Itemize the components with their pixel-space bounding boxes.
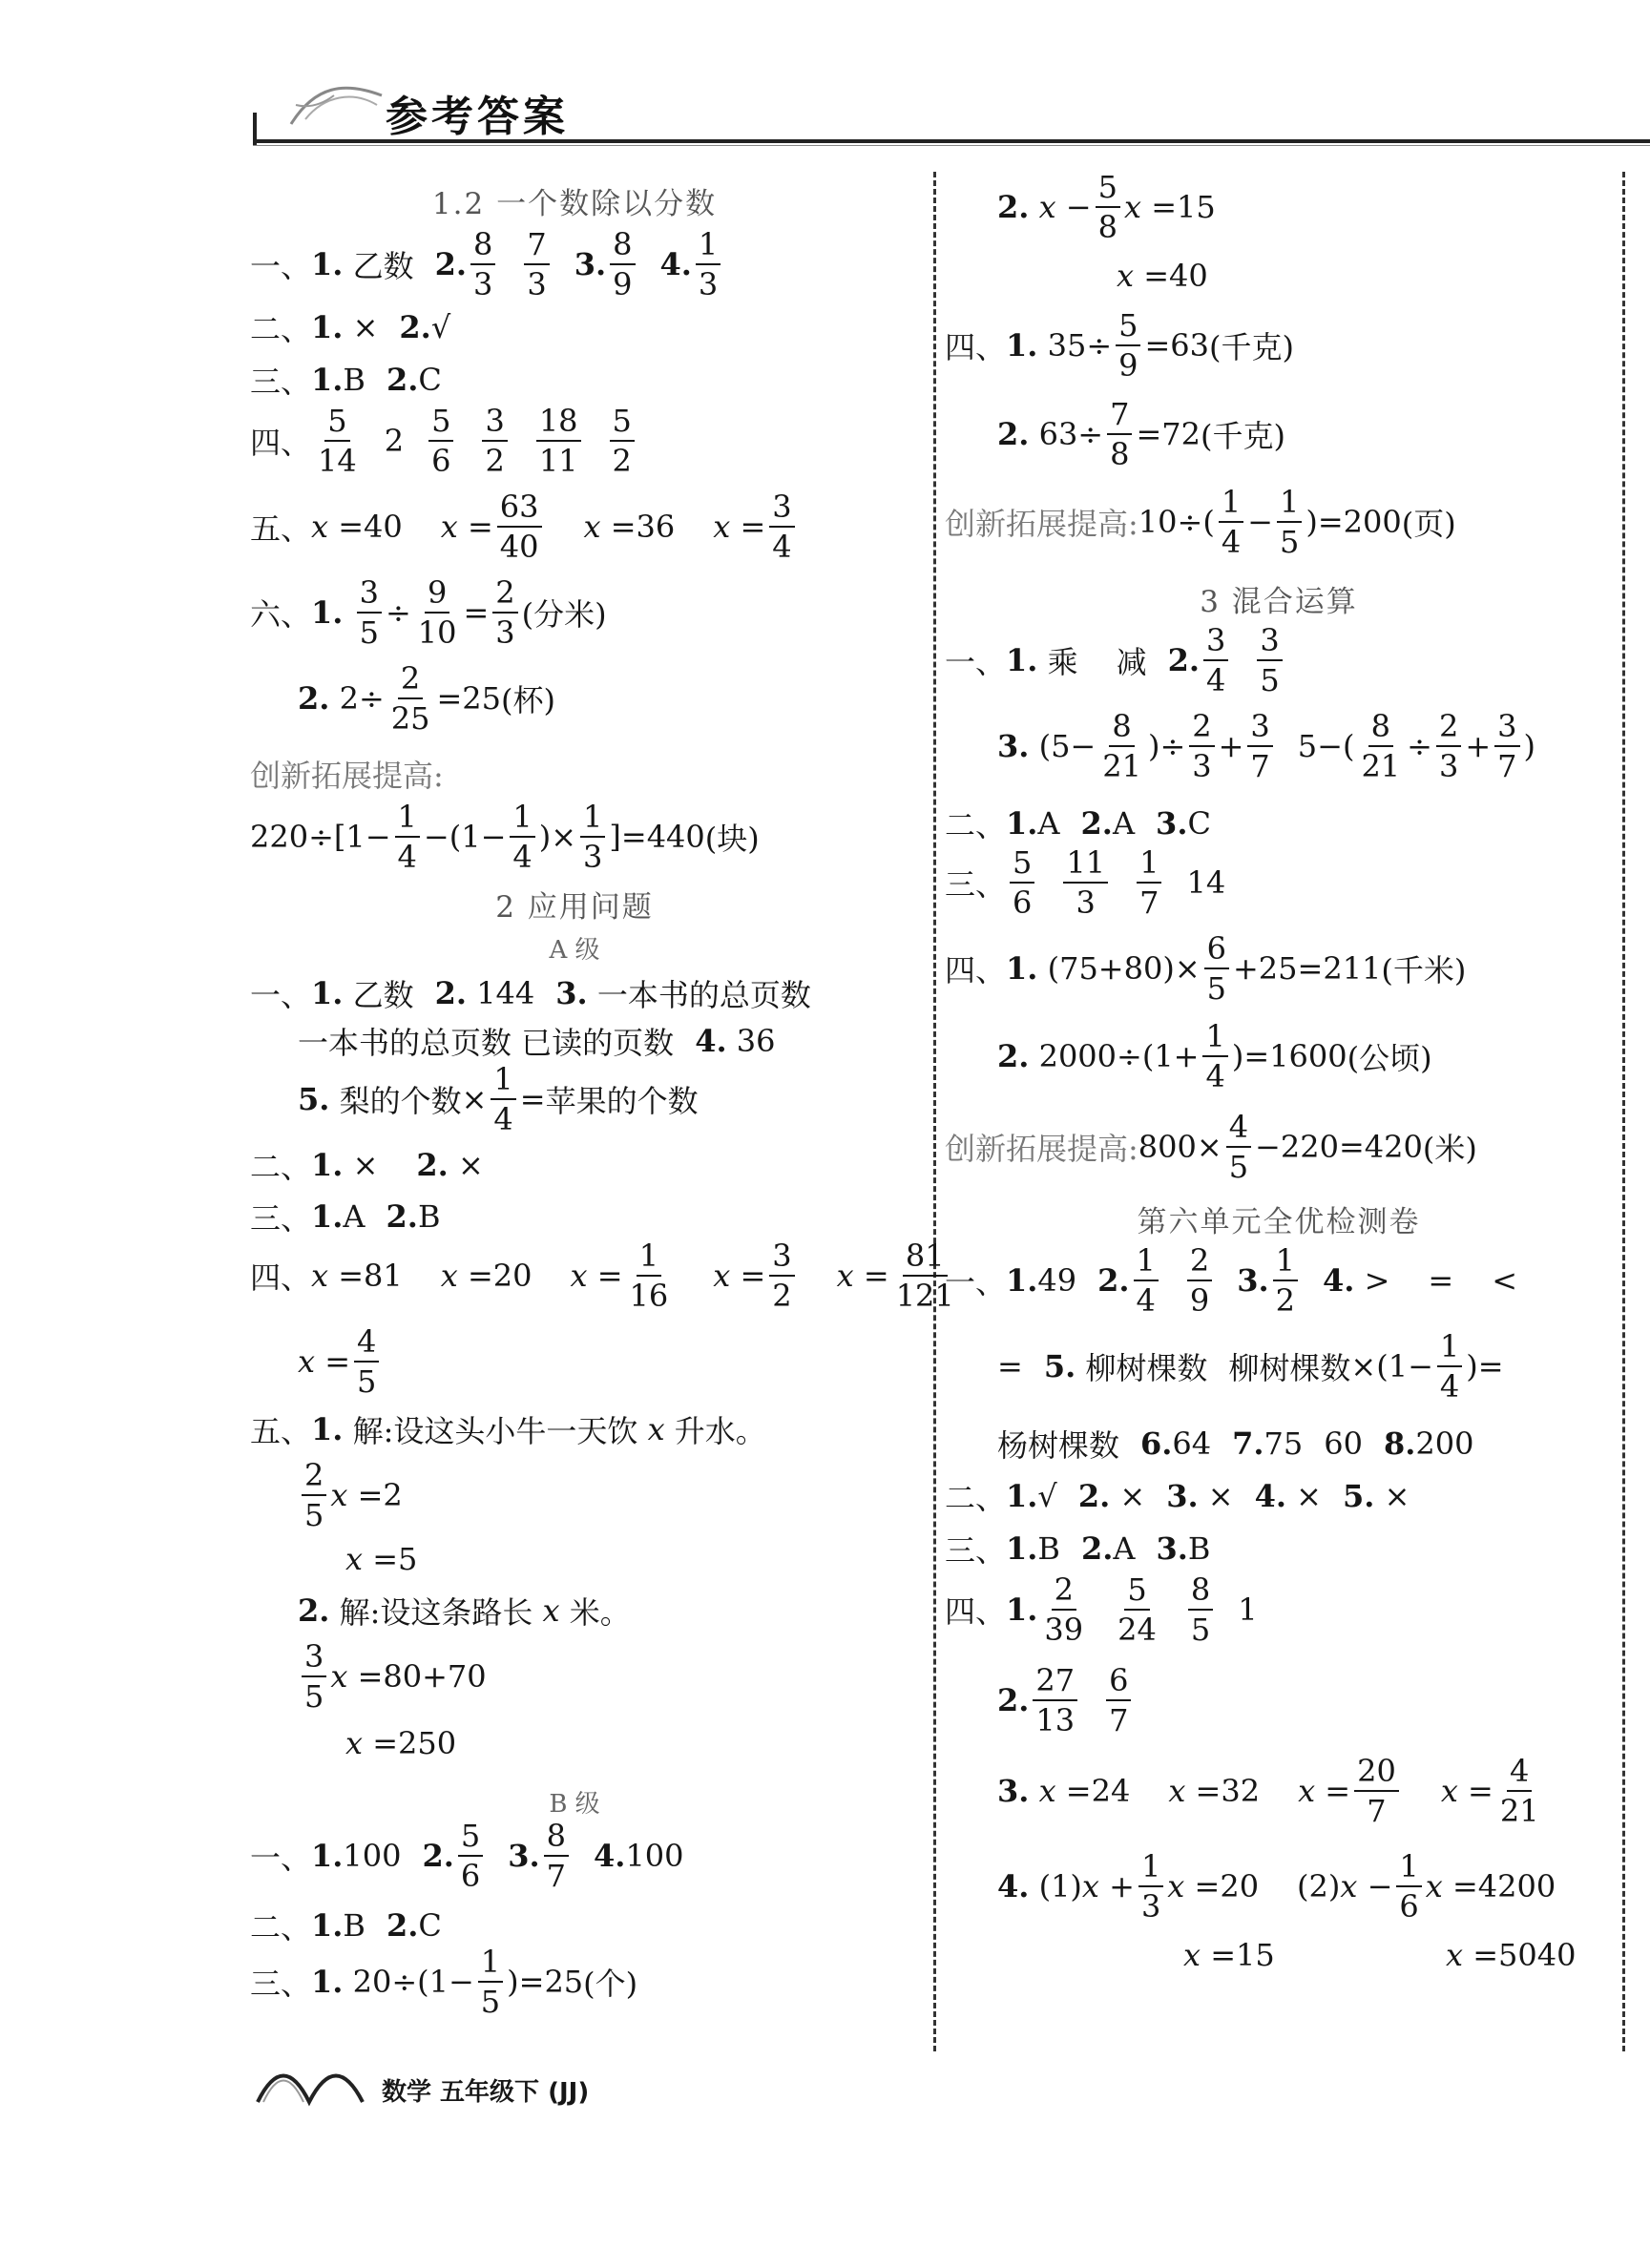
answer-line: x =40 bbox=[1117, 258, 1208, 294]
answer-line: 创新拓展提高: 10÷( $\frac{1}{4}$ − $\frac{1}{5}$ )=200 (页) bbox=[945, 484, 1456, 560]
answer-line: 2. 解:设这条路长 x 米。 bbox=[298, 1589, 631, 1633]
answer-text: 解:设这头小牛一天饮 bbox=[352, 1413, 638, 1449]
answer-line: 一、 1. 乙数 2. $\frac{8}{3}$ $\frac{7}{3}$ 3. $\frac{8}{9}$ 4. $\frac{1}{3}$ bbox=[250, 229, 724, 300]
answer-line: 一、 1. 乙数 2. 144 3. 一本书的总页数 bbox=[250, 971, 811, 1015]
unit-label: (公顷) bbox=[1347, 1040, 1432, 1076]
grade-label: A 级 bbox=[549, 936, 600, 965]
page-edge bbox=[1621, 172, 1650, 2061]
answer-text: 减 bbox=[1116, 644, 1147, 680]
grade-label: B 级 bbox=[549, 1790, 600, 1819]
answer-text: 144 bbox=[476, 975, 535, 1011]
header-rule-thin bbox=[253, 145, 1650, 146]
answer-line: 四、 1. $\frac{2}{39}$ $\frac{5}{24}$ $\frac{8}{5}$ 1 bbox=[945, 1571, 1258, 1648]
answer-line: 220÷[1− $\frac{1}{4}$ −(1− $\frac{1}{4}$ )× $\frac{1}{3}$ ]=440 (块) bbox=[250, 799, 760, 875]
answer-line: 2. 2÷ $\frac{2}{25}$ =25 (杯) bbox=[298, 660, 555, 737]
unit-label: (杯) bbox=[501, 682, 555, 718]
answer-line: 三、 1. B 2. A 3. B bbox=[945, 1530, 1211, 1569]
answer-text: 解:设这条路长 bbox=[339, 1594, 533, 1631]
answer-text: 乘 bbox=[1047, 644, 1078, 680]
answer-line: $\frac{2}{5}$ x =2 bbox=[298, 1460, 403, 1530]
section-title: 3 混合运算 bbox=[1200, 585, 1358, 619]
unit-label: (块) bbox=[704, 821, 760, 857]
answer-line: 二、 1. A 2. A 3. C bbox=[945, 805, 1211, 843]
answer-line: 三、 $\frac{5}{6}$ $\frac{11}{3}$ $\frac{1}{7}$ 14 bbox=[945, 844, 1226, 921]
answer-line: 五、 1. 解:设这头小牛一天饮 x 升水。 bbox=[250, 1407, 766, 1451]
answer-line: 四、 x =81 x =20 x = $\frac{1}{16}$ x = $\frac{3}{2}$ x = $\frac{81}{121}$ bbox=[250, 1238, 954, 1314]
answer-line: 四、 1. 35÷ $\frac{5}{9}$ =63 (千克) bbox=[945, 307, 1294, 384]
answer-line: x = $\frac{4}{5}$ bbox=[298, 1326, 383, 1397]
section-title: 第六单元全优检测卷 bbox=[1137, 1205, 1421, 1239]
answer-line: 四、 $\frac{5}{14}$ 2 $\frac{5}{6}$ $\frac{3}{2}$ $\frac{18}{11}$ $\frac{5}{2}$ bbox=[250, 406, 638, 476]
column-divider bbox=[933, 172, 936, 2051]
answer-text: 柳树棵数 bbox=[1085, 1350, 1208, 1386]
unit-label: (个) bbox=[583, 1966, 638, 2002]
footer-decoration-icon bbox=[250, 2050, 384, 2111]
footer-label: 数学 五年级下 (JJ) bbox=[382, 2078, 590, 2107]
answer-line: 三、 1. B 2. C bbox=[250, 362, 442, 400]
section-title: 1.2 一个数除以分数 bbox=[431, 187, 718, 221]
answer-text: 乙数 bbox=[352, 977, 414, 1013]
answer-line: 3. (5− $\frac{8}{21}$ )÷ $\frac{2}{3}$ + $\frac{3}{7}$ 5−( $\frac{8}{21}$ ÷ $\frac{2}{3}$ + $\frac{3}{7}$ ) bbox=[997, 708, 1535, 784]
page-title: 参考答案 bbox=[386, 93, 569, 141]
answer-text: 一本书的总页数 已读的页数 bbox=[298, 1025, 675, 1061]
answer-line: $\frac{3}{5}$ x =80+70 bbox=[298, 1641, 487, 1712]
creative-label: 创新拓展提高: bbox=[945, 506, 1138, 542]
answer-line: 五、 x =40 x = $\frac{63}{40}$ x =36 x = $\frac{3}{4}$ bbox=[250, 491, 799, 562]
answer-line: 2. x − $\frac{5}{8}$ x =15 bbox=[997, 169, 1216, 245]
answer-line: 2. 63÷ $\frac{7}{8}$ =72 (千克) bbox=[997, 396, 1285, 472]
answer-text: 乙数 bbox=[352, 248, 414, 284]
answer-text: 苹果的个数 bbox=[545, 1083, 699, 1119]
answer-line: 5. 梨的个数 × $\frac{1}{4}$ = 苹果的个数 bbox=[298, 1061, 699, 1137]
answer-line: 2. $\frac{27}{13}$ $\frac{6}{7}$ bbox=[997, 1665, 1135, 1736]
unit-label: (千克) bbox=[1209, 329, 1294, 365]
answer-line: x =5040 bbox=[1446, 1937, 1577, 1973]
answer-line: 杨树棵数 6. 64 7. 75 60 8. 200 bbox=[997, 1422, 1473, 1466]
answer-line: x =15 bbox=[1183, 1937, 1275, 1973]
answer-line: 二、 1. × 2. √ bbox=[250, 309, 451, 347]
answer-line: 一、 1. 100 2. $\frac{5}{6}$ 3. $\frac{8}{7}$ 4. 100 bbox=[250, 1818, 684, 1894]
answer-line: 一、 1. 乘 减 2. $\frac{3}{4}$ $\frac{3}{5}$ bbox=[945, 625, 1286, 696]
unit-label: (米) bbox=[1422, 1131, 1477, 1167]
answer-line: 四、 1. (75+80)× $\frac{6}{5}$ +25=211 (千米) bbox=[945, 930, 1467, 1007]
answer-line: 二、 1. B 2. C bbox=[250, 1907, 442, 1945]
answer-line: 六、 1. $\frac{3}{5}$ ÷ $\frac{9}{10}$ = $\frac{2}{3}$ (分米) bbox=[250, 574, 607, 651]
answer-text: 杨树棵数 bbox=[997, 1427, 1120, 1464]
header-decoration-icon bbox=[286, 76, 391, 137]
answer-line: 一、 1. 49 2. $\frac{1}{4}$ $\frac{2}{9}$ 3. $\frac{1}{2}$ 4. > = < bbox=[945, 1242, 1518, 1319]
answer-text: 36 bbox=[736, 1023, 776, 1059]
answer-text: 柳树棵数 bbox=[1228, 1350, 1351, 1386]
answer-line: 2. 2000÷(1+ $\frac{1}{4}$ )=1600 (公顷) bbox=[997, 1018, 1432, 1094]
answer-line: 一本书的总页数 已读的页数 4. 36 bbox=[298, 1019, 775, 1063]
unit-label: (页) bbox=[1401, 506, 1456, 542]
creative-label: 创新拓展提高: bbox=[945, 1131, 1138, 1167]
answer-text: 米。 bbox=[569, 1594, 631, 1631]
unit-label: (分米) bbox=[521, 596, 607, 633]
answer-text: 一本书的总页数 bbox=[596, 977, 811, 1013]
answer-line: 三、 1. A 2. B bbox=[250, 1198, 441, 1237]
unit-label: (千克) bbox=[1201, 418, 1285, 454]
answer-line: 二、 1. √ 2. × 3. × 4. × 5. × bbox=[945, 1478, 1410, 1516]
answer-line: 4. (1) x + $\frac{1}{3}$ x =20 (2) x − $\frac{1}{6}$ x =4200 bbox=[997, 1848, 1556, 1925]
answer-line: x =5 bbox=[345, 1541, 418, 1577]
answer-line: 三、 1. 20÷(1− $\frac{1}{5}$ )=25 (个) bbox=[250, 1944, 638, 2020]
unit-label: (千米) bbox=[1381, 952, 1467, 988]
answer-text: 升水。 bbox=[674, 1413, 766, 1449]
answer-line: x =250 bbox=[345, 1725, 457, 1761]
answer-line: = 5. 柳树棵数 柳树棵数 ×(1− $\frac{1}{4}$ )= bbox=[997, 1328, 1504, 1404]
answer-line: 3. x =24 x =32 x = $\frac{20}{7}$ x = $\frac{4}{21}$ bbox=[997, 1753, 1539, 1829]
answer-line: 创新拓展提高: 800× $\frac{4}{5}$ −220=420 (米) bbox=[945, 1109, 1477, 1185]
answer-text: 梨的个数 bbox=[339, 1083, 462, 1119]
section-title: 2 应用问题 bbox=[495, 890, 654, 925]
answer-line: 二、 1. × 2. × bbox=[250, 1147, 484, 1185]
creative-label: 创新拓展提高: bbox=[250, 758, 444, 794]
